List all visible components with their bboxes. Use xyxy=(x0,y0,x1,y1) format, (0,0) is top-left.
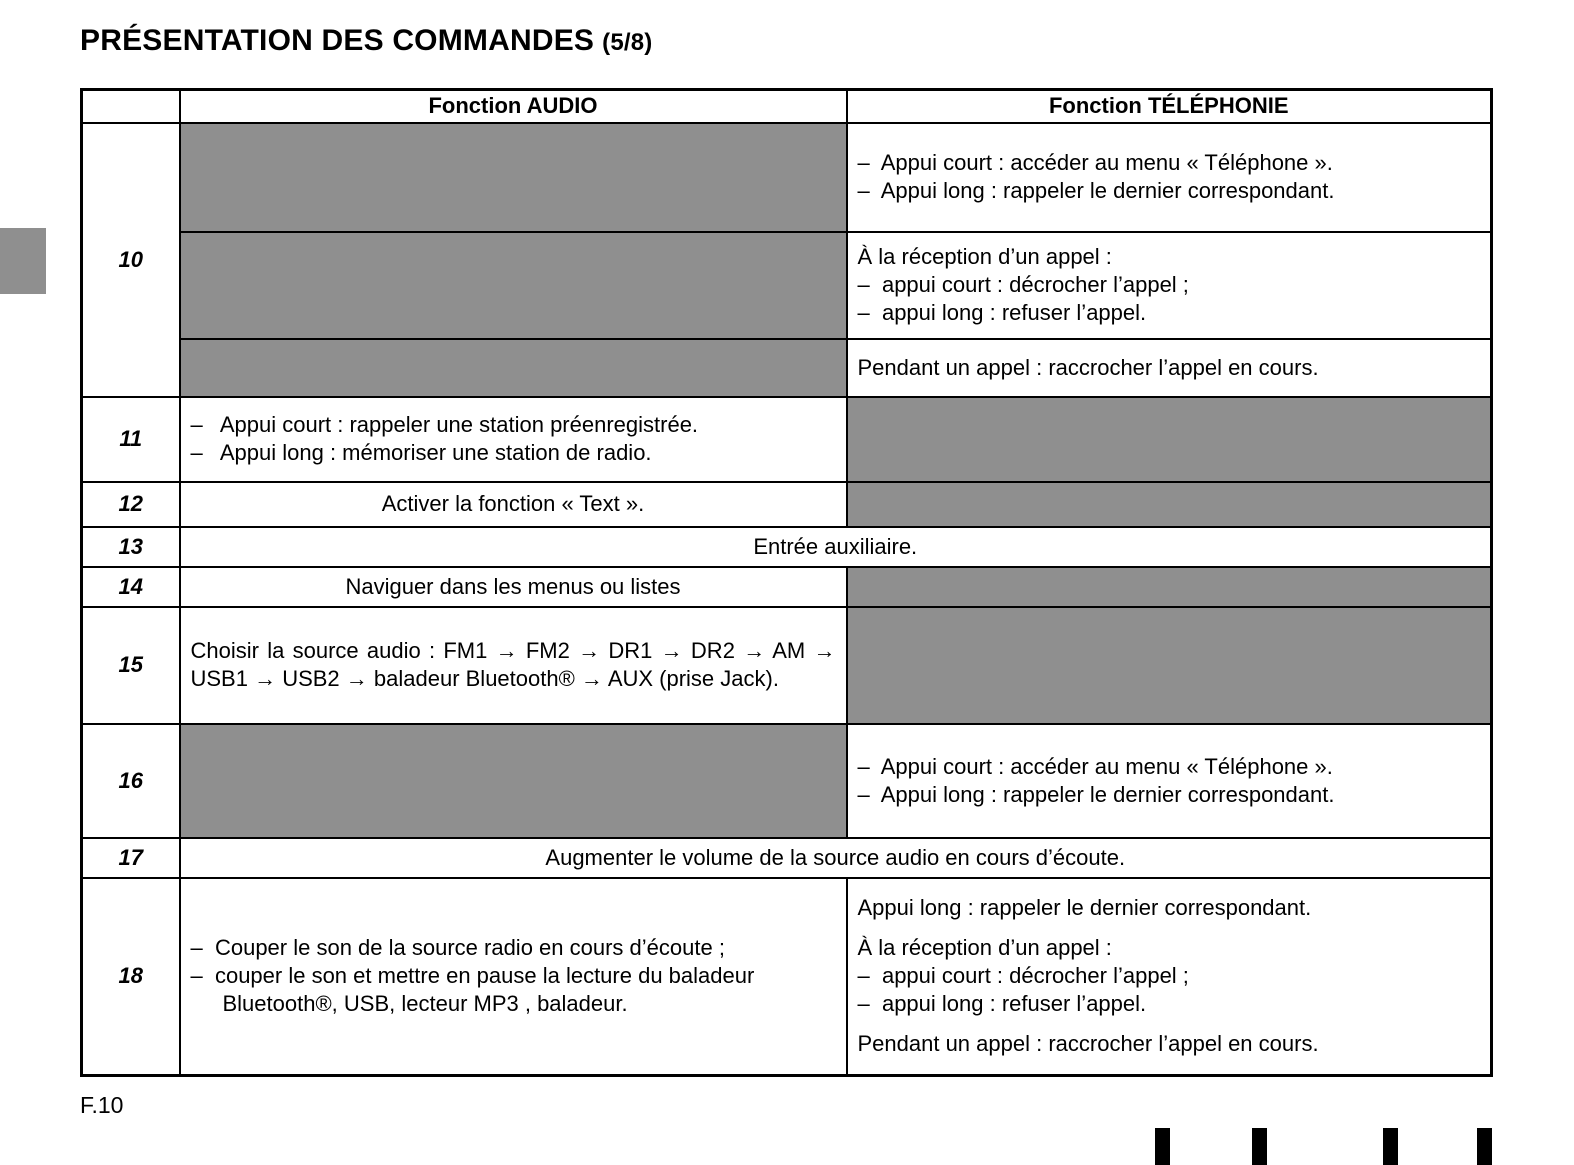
table-row-12 xyxy=(82,482,1492,527)
print-mark xyxy=(1383,1128,1398,1165)
audio-cell-blank xyxy=(180,339,847,397)
table-row-10a xyxy=(82,123,1492,232)
page-number: F.10 xyxy=(80,1092,124,1118)
table-row-16 xyxy=(82,724,1492,838)
print-mark xyxy=(1252,1128,1267,1165)
phone-column-header: Fonction TÉLÉPHONIE xyxy=(847,90,1492,123)
bullet-line: – Appui long : rappeler le dernier correspondant. xyxy=(857,178,1335,203)
print-mark xyxy=(1477,1128,1492,1165)
row-number-10: 10 xyxy=(82,123,180,397)
table-row-18 xyxy=(82,878,1492,1076)
row-number-12: 12 xyxy=(82,482,180,527)
audio-cell-blank xyxy=(180,232,847,339)
bullet-line: – appui long : refuser l’appel. xyxy=(857,991,1147,1017)
row-number-16: 16 xyxy=(82,724,180,838)
phone-cell-blank xyxy=(847,397,1492,482)
page-title xyxy=(80,24,652,58)
bullet-line: – Appui long : mémoriser une station de radio. xyxy=(190,440,652,465)
text-line: À la réception d’un appel : xyxy=(857,244,1112,269)
page-edge-tab xyxy=(0,228,46,294)
table-row-11 xyxy=(82,397,1492,482)
audio-cell xyxy=(180,397,847,482)
bullet-line: – Couper le son de la source radio en cours d’écoute ; xyxy=(190,935,725,961)
table-row-14 xyxy=(82,567,1492,607)
phone-cell xyxy=(847,232,1492,339)
phone-cell: Pendant un appel : raccrocher l’appel en cours. xyxy=(847,339,1492,397)
full-width-cell: Augmenter le volume de la source audio en cours d’écoute. xyxy=(180,838,1492,878)
commands-table xyxy=(80,88,1493,1077)
bullet-line: – Appui court : accéder au menu « Téléphone ». xyxy=(857,753,1333,779)
table-row-13 xyxy=(82,527,1492,567)
row-number-17: 17 xyxy=(82,838,180,878)
page-title-text: PRÉSENTATION DES COMMANDES xyxy=(80,24,595,57)
phone-cell xyxy=(847,878,1492,1076)
bullet-line: – Appui court : accéder au menu « Téléphone ». xyxy=(857,150,1333,175)
bullet-line: – couper le son et mettre en pause la lecture du baladeur Bluetooth®, USB, lecteur MP3 , baladeur. xyxy=(190,963,755,1017)
audio-cell: Activer la fonction « Text ». xyxy=(180,482,847,527)
table-row-17 xyxy=(82,838,1492,878)
text-line: Pendant un appel : raccrocher l’appel en cours. xyxy=(857,1031,1319,1057)
corner-header-cell xyxy=(82,90,180,123)
phone-cell-blank xyxy=(847,607,1492,724)
table-row-10b xyxy=(82,232,1492,339)
audio-cell-blank xyxy=(180,123,847,232)
bullet-line: – appui court : décrocher l’appel ; xyxy=(857,272,1189,297)
audio-column-header: Fonction AUDIO xyxy=(180,90,847,123)
table-row-15 xyxy=(82,607,1492,724)
bullet-line: – Appui long : rappeler le dernier correspondant. xyxy=(857,781,1335,807)
bullet-line: – appui court : décrocher l’appel ; xyxy=(857,963,1189,989)
row-number-13: 13 xyxy=(82,527,180,567)
text-line: À la réception d’un appel : xyxy=(857,935,1112,961)
print-mark xyxy=(1155,1128,1170,1165)
table-header-row xyxy=(82,90,1492,123)
phone-cell-blank xyxy=(847,482,1492,527)
row-number-15: 15 xyxy=(82,607,180,724)
phone-cell xyxy=(847,724,1492,838)
page-title-suffix: (5/8) xyxy=(602,29,653,56)
phone-cell xyxy=(847,123,1492,232)
bullet-line: – Appui court : rappeler une station préenregistrée. xyxy=(190,412,699,437)
audio-cell: Naviguer dans les menus ou listes xyxy=(180,567,847,607)
audio-cell: Choisir la source audio : FM1 → FM2 → DR1 → DR2 → AM → USB1 → USB2 → baladeur Bluetooth® → AUX (prise Jack). xyxy=(180,607,847,724)
bullet-line: – appui long : refuser l’appel. xyxy=(857,300,1147,325)
audio-cell xyxy=(180,878,847,1076)
audio-cell-blank xyxy=(180,724,847,838)
phone-cell-blank xyxy=(847,567,1492,607)
row-number-11: 11 xyxy=(82,397,180,482)
table-row-10c xyxy=(82,339,1492,397)
full-width-cell: Entrée auxiliaire. xyxy=(180,527,1492,567)
row-number-14: 14 xyxy=(82,567,180,607)
text-block xyxy=(858,934,1481,1018)
row-number-18: 18 xyxy=(82,878,180,1076)
text-line: Appui long : rappeler le dernier correspondant. xyxy=(857,895,1312,921)
